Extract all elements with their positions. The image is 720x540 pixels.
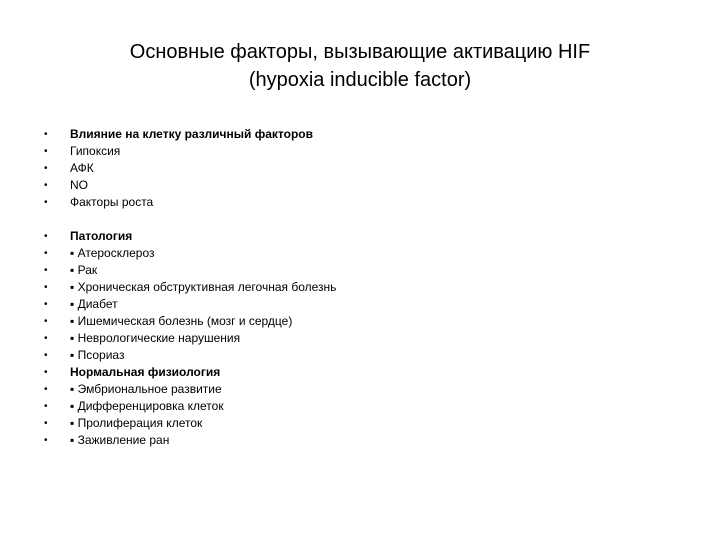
list-item	[0, 398, 720, 415]
bullet-icon: •	[44, 367, 48, 378]
list-item-text: ▪ Псориаз	[70, 348, 125, 362]
list-item	[0, 143, 720, 160]
list-item	[0, 194, 720, 211]
bullet-icon: •	[44, 231, 48, 242]
bullet-icon: •	[44, 333, 48, 344]
list-item	[0, 313, 720, 330]
list-item	[0, 126, 720, 143]
bullet-icon: •	[44, 435, 48, 446]
bullet-icon: •	[44, 418, 48, 429]
bullet-icon: •	[44, 146, 48, 157]
list-item-text: Патология	[70, 229, 133, 243]
list-item	[0, 364, 720, 381]
list-item-text: Влияние на клетку различный факторов	[70, 127, 313, 141]
list-item-text: ▪ Эмбриональное развитие	[70, 382, 222, 396]
bullet-icon: •	[44, 197, 48, 208]
slide-title-line-2: (hypoxia inducible factor)	[248, 69, 472, 91]
bullet-icon: •	[44, 401, 48, 412]
list-item-text: ▪ Заживление ран	[70, 433, 170, 447]
list-item-text: Гипоксия	[70, 144, 121, 158]
list-item	[0, 279, 720, 296]
list-item-text: Нормальная физиология	[70, 365, 221, 379]
slide-title-line-1: Основные факторы, вызывающие активацию HIF	[129, 41, 591, 63]
bullet-icon: •	[44, 384, 48, 395]
bullet-icon: •	[44, 350, 48, 361]
bullet-icon: •	[44, 180, 48, 191]
list-item-text: ▪ Хроническая обструктивная легочная болезнь	[70, 280, 337, 294]
list-item-text: ▪ Пролиферация клеток	[70, 416, 203, 430]
list-item-text: АФК	[70, 161, 94, 175]
list-item-text: Факторы роста	[70, 195, 154, 209]
list-item	[0, 160, 720, 177]
slide-title	[0, 38, 720, 94]
bullet-icon: •	[44, 129, 48, 140]
list-item-text: ▪ Ишемическая болезнь (мозг и сердце)	[70, 314, 293, 328]
list-item-text: ▪ Дифференцировка клеток	[70, 399, 224, 413]
list-item	[0, 432, 720, 449]
bullet-icon: •	[44, 248, 48, 259]
list-item-text: ▪ Диабет	[70, 297, 118, 311]
list-item-text: ▪ Рак	[70, 263, 98, 277]
list-item	[0, 228, 720, 245]
bullet-icon: •	[44, 299, 48, 310]
list-item	[0, 262, 720, 279]
list-item	[0, 330, 720, 347]
bullet-icon: •	[44, 316, 48, 327]
list-item	[0, 347, 720, 364]
list-item	[0, 177, 720, 194]
list-item-text: NO	[70, 178, 88, 192]
list-item	[0, 245, 720, 262]
bullet-icon: •	[44, 163, 48, 174]
list-item	[0, 415, 720, 432]
list-item	[0, 296, 720, 313]
list-item-text: ▪ Неврологические нарушения	[70, 331, 241, 345]
list-item	[0, 381, 720, 398]
bullet-icon: •	[44, 282, 48, 293]
bullet-icon: •	[44, 265, 48, 276]
list-item-text: ▪ Атеросклероз	[70, 246, 155, 260]
